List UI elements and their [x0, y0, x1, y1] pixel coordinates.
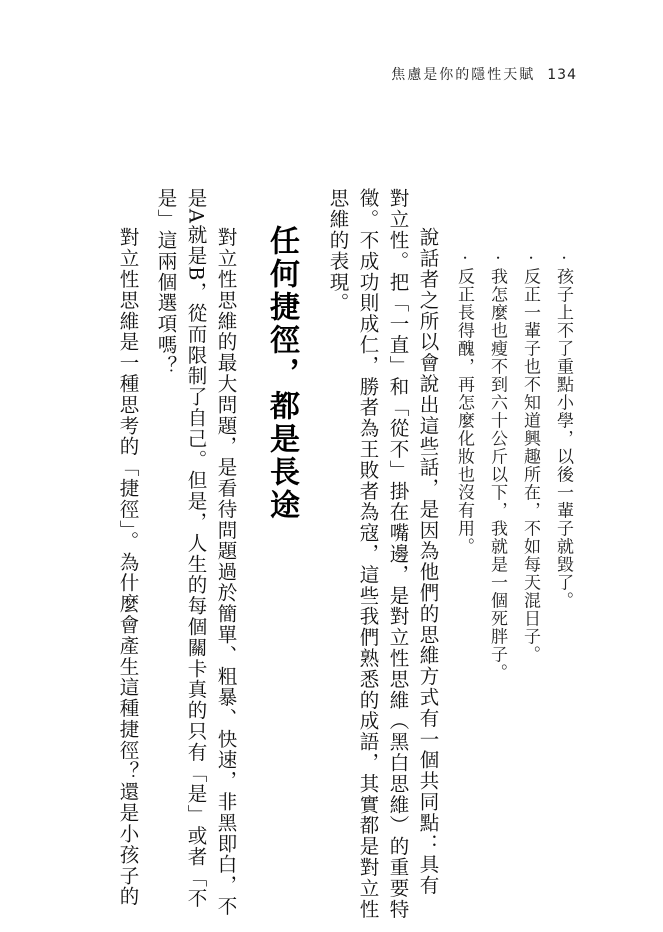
paragraph-line: 對立性思維的最大問題，是看待問題過於簡單、粗暴、快速，非黑即白，不: [214, 227, 238, 917]
paragraph-line: 是A就是B，從而限制了自己。但是，人生的每個關卡真的只有「是」或者「不: [184, 188, 208, 909]
bullet-text: 反正長得醜，再怎麼化妝也沒有用。: [454, 267, 474, 556]
paragraph-line: 對立性思維是一種思考的「捷徑」。為什麼會產生這種捷徑？還是小孩子的: [116, 227, 140, 907]
bullet-item: [455, 255, 472, 555]
bullet-dot: ·: [454, 255, 474, 262]
section-heading: 任何捷徑，都是長途: [264, 225, 299, 522]
bullet-text: 反正一輩子也不知道興趣所在，不如每天混日子。: [520, 267, 540, 664]
bullet-dot: ·: [520, 255, 540, 262]
bullet-item: [521, 255, 538, 663]
bullet-dot: ·: [553, 255, 573, 262]
book-title: 焦慮是你的隱性天賦: [391, 67, 536, 83]
bullet-text: 我怎麼也瘦不到六十公斤以下，我就是一個死胖子。: [487, 267, 507, 682]
bullet-item: [554, 255, 571, 609]
paragraph-line: 說話者之所以會說出這些話，是因為他們的思維方式有一個共同點：具有: [416, 227, 440, 896]
paragraph-line: 思維的表現。: [326, 188, 350, 314]
bullet-dot: ·: [487, 255, 507, 262]
page-number: 134: [547, 67, 577, 83]
running-header: [391, 64, 577, 84]
paragraph-line: 徵。不成功則成仁，勝者為王敗者為寇，這些我們熟悉的成語，其實都是對立性: [356, 188, 380, 920]
paragraph-line: 對立性。把「一直」和「從不」掛在嘴邊，是對立性思維（黑白思維）的重要特: [386, 188, 410, 920]
bullet-text: 孩子上不了重點小學，以後一輩子就毀了。: [553, 267, 573, 610]
paragraph-line: 是」這兩個選項嗎？: [154, 188, 178, 377]
bullet-item: [488, 255, 505, 681]
